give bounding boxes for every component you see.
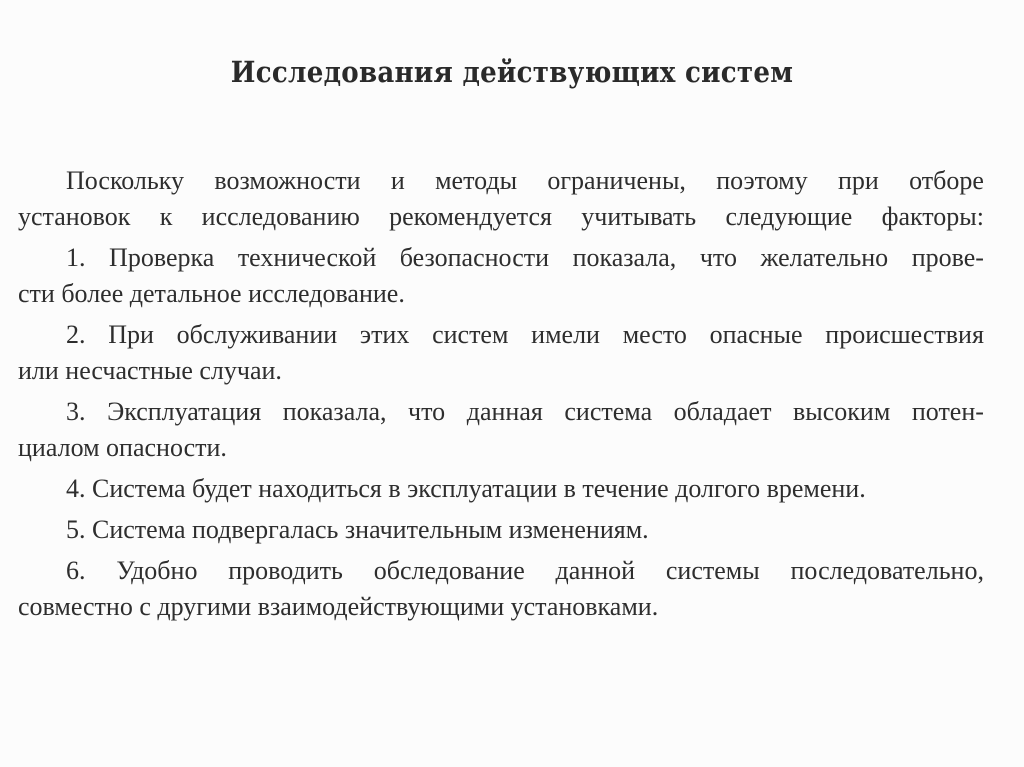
body-text — [18, 163, 984, 630]
word: высоким — [793, 397, 891, 426]
paragraph-line — [18, 553, 984, 589]
list-item-5 — [18, 512, 984, 548]
word: потен- — [911, 397, 984, 426]
word: факторы: — [881, 202, 984, 231]
word: Удобно — [116, 556, 198, 585]
list-item-1 — [18, 240, 984, 312]
word: обслуживании — [176, 320, 338, 349]
paragraph-line: совместно с другими взаимодействующими установками. — [18, 592, 659, 621]
word: данной — [555, 556, 636, 585]
word: происшествия — [825, 320, 984, 349]
word: методы — [435, 166, 518, 195]
word: показала, — [572, 243, 677, 272]
paragraph-line — [18, 394, 984, 430]
word: показала, — [282, 397, 387, 426]
word: системы — [665, 556, 760, 585]
word: учитывать — [581, 202, 697, 231]
word: обладает — [673, 397, 772, 426]
list-item-3 — [18, 394, 984, 466]
word: что — [408, 397, 446, 426]
word: и — [390, 166, 405, 195]
word: желательно — [760, 243, 889, 272]
word: установок — [18, 202, 131, 231]
word: технической — [237, 243, 377, 272]
word: данная — [466, 397, 543, 426]
paragraph-line: сти более детальное исследование. — [18, 279, 405, 308]
word: поэтому — [716, 166, 808, 195]
paragraph-line — [18, 240, 984, 276]
list-item-2 — [18, 317, 984, 389]
word: 3. — [66, 397, 86, 426]
word: возможности — [214, 166, 361, 195]
word: при — [837, 166, 879, 195]
word: опасные — [709, 320, 803, 349]
paragraph-line — [18, 199, 984, 235]
word: При — [108, 320, 154, 349]
word: проводить — [228, 556, 343, 585]
word: последовательно, — [790, 556, 984, 585]
word: отборе — [909, 166, 984, 195]
word: Проверка — [109, 243, 215, 272]
paragraph-line: 5. Система подвергалась значительным изменениям. — [66, 515, 649, 544]
word: обследование — [373, 556, 525, 585]
word: место — [622, 320, 687, 349]
word: что — [699, 243, 737, 272]
paragraph-intro — [18, 163, 984, 235]
paragraph-line — [18, 163, 984, 199]
word: исследованию — [201, 202, 360, 231]
word: Эксплуатация — [107, 397, 262, 426]
paragraph-line — [18, 317, 984, 353]
word: 2. — [66, 320, 86, 349]
list-item-4 — [18, 471, 984, 507]
paragraph-line: циалом опасности. — [18, 433, 227, 462]
page-title: Исследования действующих систем — [230, 55, 794, 89]
word: Поскольку — [66, 166, 185, 195]
word: к — [159, 202, 173, 231]
word: прове- — [911, 243, 984, 272]
word: этих — [359, 320, 410, 349]
paragraph-line: 4. Система будет находиться в эксплуатации в течение долгого времени. — [66, 474, 866, 503]
word: рекомендуется — [389, 202, 552, 231]
word: имели — [531, 320, 600, 349]
word: 6. — [66, 556, 86, 585]
word: безопасности — [399, 243, 550, 272]
word: система — [564, 397, 653, 426]
word: систем — [432, 320, 509, 349]
list-item-6 — [18, 553, 984, 625]
word: ограничены, — [547, 166, 686, 195]
word: следующие — [725, 202, 853, 231]
paragraph-line: или несчастные случаи. — [18, 356, 282, 385]
word: 1. — [66, 243, 86, 272]
